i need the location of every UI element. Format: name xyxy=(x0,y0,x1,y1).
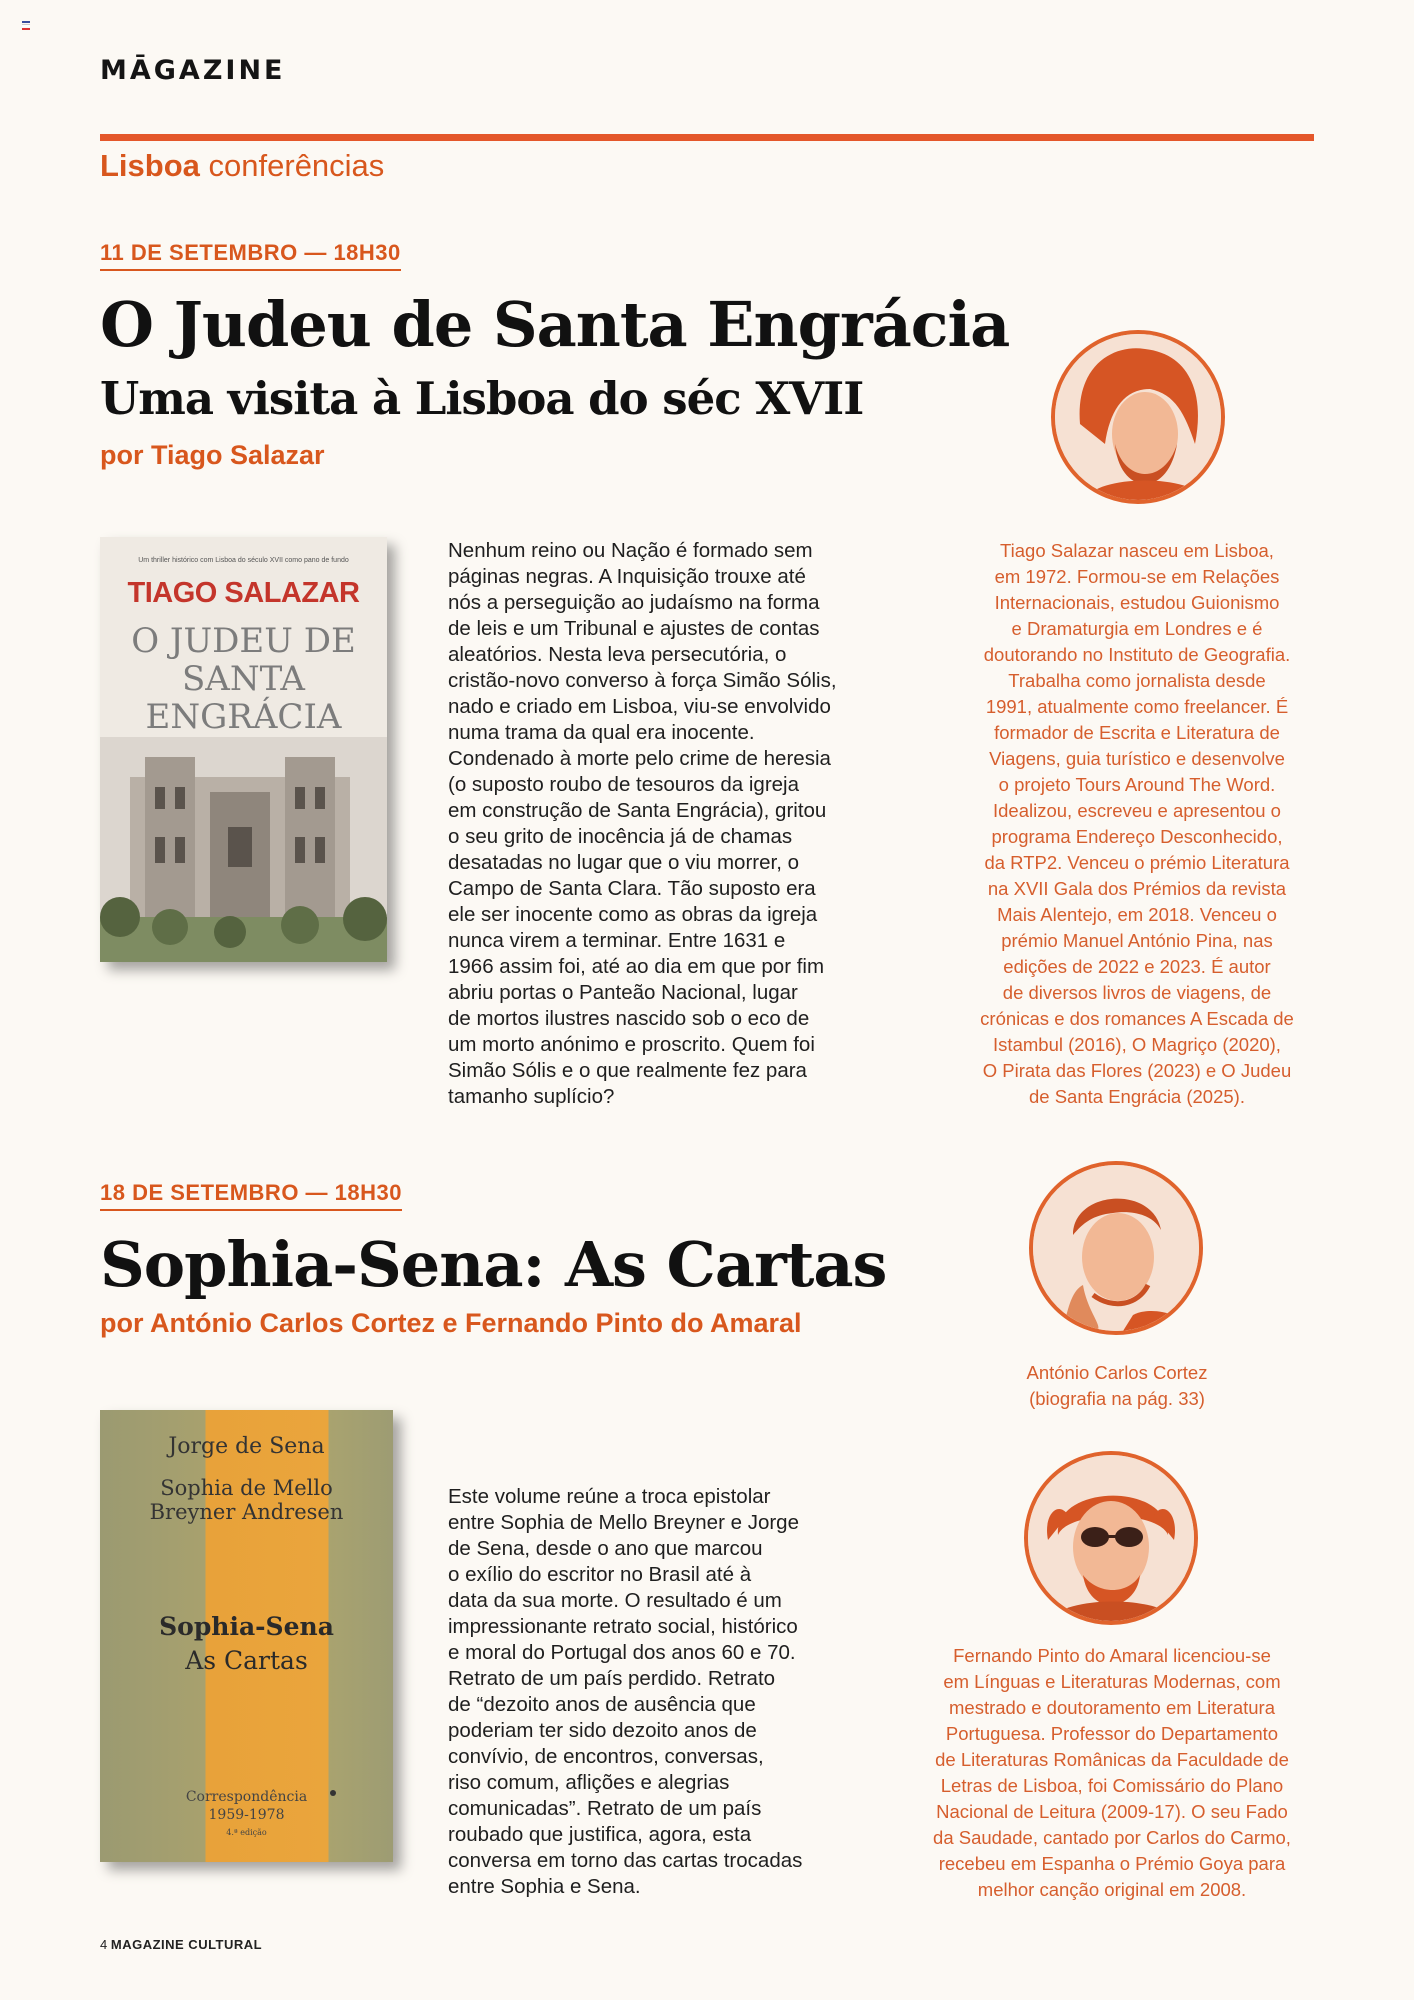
fernando-pinto-do-amaral-bio: Fernando Pinto do Amaral licenciou-se em Línguas e Literaturas Modernas, com mestrado e doutoramento em Literatura Portuguesa. Professor do Departamento de Literaturas Românicas da Faculdade de Letras de Lisboa, foi Comissário do Plano Nacional de Leitura (2009-17). O seu Fado da Saudade, cantado por Carlos do Carmo, recebeu em Espanha o Prémio Goya para melhor canção original em 2008. xyxy=(933,1645,1291,1900)
book-title-line: O JUDEU DE xyxy=(131,621,356,661)
tiago-salazar-photo xyxy=(1051,330,1225,504)
section-category: conferências xyxy=(208,148,385,183)
book-author: TIAGO SALAZAR xyxy=(127,577,360,609)
event-1-title: O Judeu de Santa Engrácia xyxy=(100,288,1010,361)
church-illustration xyxy=(100,737,387,962)
antonio-carlos-cortez-photo xyxy=(1029,1161,1203,1335)
book-footer-line: 1959-1978 xyxy=(208,1807,285,1823)
book-title-line: SANTA xyxy=(182,659,305,699)
event-1-date: 11 DE SETEMBRO — 18H30 xyxy=(100,240,401,271)
flag-icon xyxy=(22,21,30,28)
event-1-author: por Tiago Salazar xyxy=(100,440,325,470)
event-2-date: 18 DE SETEMBRO — 18H30 xyxy=(100,1180,402,1211)
portrait-icon xyxy=(1033,1165,1199,1331)
antonio-carlos-cortez-caption: António Carlos Cortez (biografia na pág. 33) xyxy=(1026,1362,1208,1409)
page-footer xyxy=(100,1937,262,1952)
book-title-line: As Cartas xyxy=(185,1646,308,1675)
page-number: 4 xyxy=(100,1937,108,1952)
publisher-logo-icon xyxy=(330,1790,336,1796)
book-title-line: ENGRÁCIA xyxy=(145,697,342,737)
fernando-pinto-do-amaral-photo xyxy=(1024,1451,1198,1625)
masthead-logo: MĀGAZINE xyxy=(100,55,286,86)
header-rule xyxy=(100,134,1314,141)
book-author-2-line: Breyner Andresen xyxy=(149,1500,344,1524)
portrait-icon xyxy=(1055,334,1221,500)
book-author-1: Jorge de Sena xyxy=(168,1434,325,1459)
portrait-icon xyxy=(1028,1455,1194,1621)
book-title-line: Sophia-Sena xyxy=(159,1612,334,1641)
event-2-author: por António Carlos Cortez e Fernando Pinto do Amaral xyxy=(100,1308,802,1338)
event-2-description: Este volume reúne a troca epistolar entre Sophia de Mello Breyner e Jorge de Sena, desde o ano que marcou o exílio do escritor no Brasil até à data da sua morte. O resultado é um impressionante retrato social, histórico e moral do Portugal dos anos 60 e 70. Retrato de um país perdido. Retrato de “dezoito anos de ausência que poderiam ter sido dezoito anos de convívio, de encontros, conversas, riso comum, aflições e alegrias comunicadas”. Retrato de um país roubado que justifica, agora, esta conversa em torno das cartas trocadas entre Sophia e Sena. xyxy=(448,1485,803,1898)
book-author-2-line: Sophia de Mello xyxy=(160,1476,333,1500)
book-tagline: Um thriller histórico com Lisboa do século XVII como pano de fundo xyxy=(138,557,349,564)
footer-label: MAGAZINE CULTURAL xyxy=(110,1937,263,1952)
section-heading xyxy=(100,148,384,184)
event-1-subtitle: Uma visita à Lisboa do séc XVII xyxy=(100,372,864,425)
tiago-salazar-bio: Tiago Salazar nasceu em Lisboa, em 1972. Formou-se em Relações Internacionais, estudou Guionismo e Dramaturgia em Londres e é doutorando no Instituto de Geografia. Trabalha como jornalista desde 1991, atualmente como freelancer. É formador de Escrita e Literatura de Viagens, guia turístico e desenvolve o projeto Tours Around The Word. Idealizou, escreveu e apresentou o programa Endereço Desconhecido, da RTP2. Venceu o prémio Literatura na XVII Gala dos Prémios da revista Mais Alentejo, em 2018. Venceu o prémio Manuel António Pina, nas edições de 2022 e 2023. É autor de diversos livros de viagens, de crónicas e dos romances A Escada de Istambul (2016), O Magriço (2020), O Pirata das Flores (2023) e O Judeu de Santa Engrácia (2025). xyxy=(980,540,1294,1107)
book-edition: 4.ª edição xyxy=(226,1828,267,1837)
event-1-description: Nenhum reino ou Nação é formado sem páginas negras. A Inquisição trouxe até nós a perseguição ao judaísmo na forma de leis e um Tribunal e ajustes de contas aleatórios. Nesta leva persecutória, o cristão-novo converso à força Simão Sólis, nado e criado em Lisboa, viu-se envolvido numa trama da qual era inocente. Condenado à morte pelo crime de heresia (o suposto roubo de tesouros da igreja em construção de Santa Engrácia), gritou o seu grito de inocência já de chamas desatadas no lugar que o viu morrer, o Campo de Santa Clara. Tão suposto era ele ser inocente como as obras da igreja nunca virem a terminar. Entre 1631 e 1966 assim foi, até ao dia em que por fim abriu portas o Panteão Nacional, lugar de mortos ilustres nascido sob o eco de um morto anónimo e proscrito. Quem foi Simão Sólis e o que realmente fez para tamanho suplício? xyxy=(448,539,837,1108)
book-footer-line: Correspondência xyxy=(185,1789,308,1805)
book-cover-sophia-sena xyxy=(100,1410,393,1862)
book-cover-judeu xyxy=(100,537,387,962)
section-city: Lisboa xyxy=(100,148,200,183)
event-2-title: Sophia-Sena: As Cartas xyxy=(100,1228,887,1301)
